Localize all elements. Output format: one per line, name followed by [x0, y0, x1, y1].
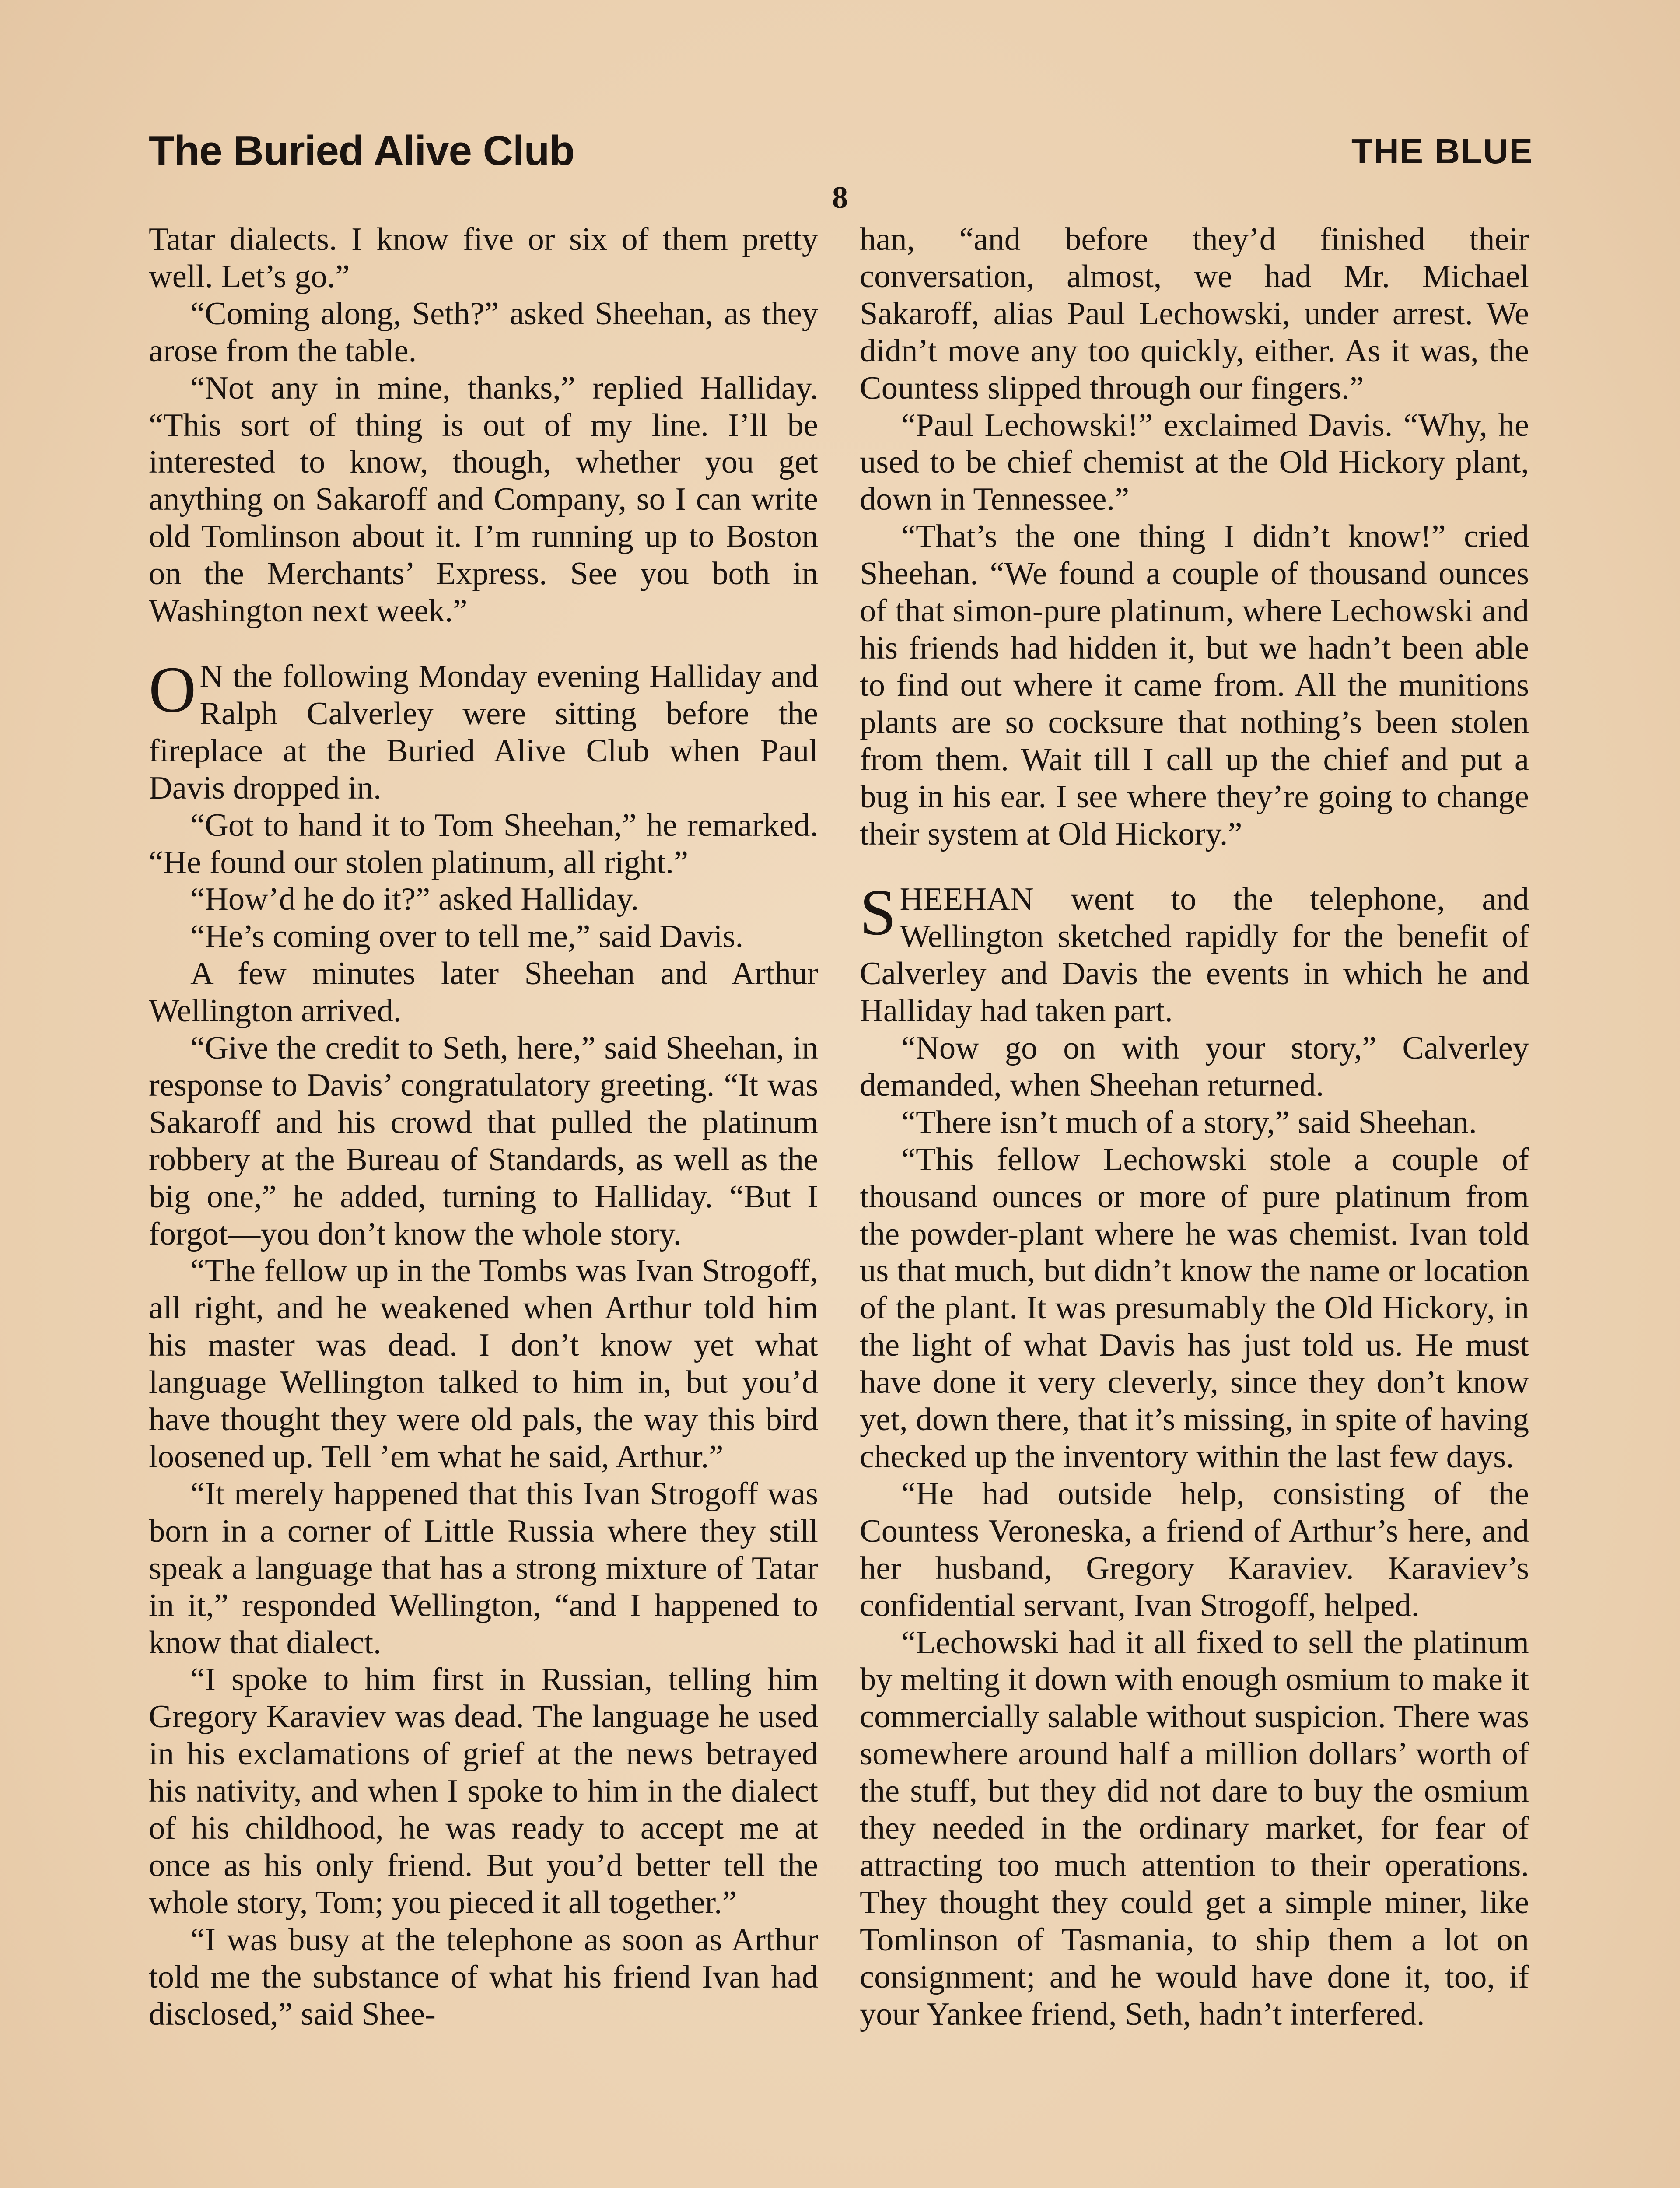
- paragraph: “Paul Lechowski!” exclaimed Davis. “Why, he used to be chief chemist at the Old Hickory plant, down in Tennessee.”: [860, 407, 1529, 518]
- paragraph: han, “and before they’d finished their conversation, almost, we had Mr. Michael Sakaroff, alias Paul Lechowski, under arrest. We didn’t move any too quickly, either. As it was, the Countess slipped through our fingers.”: [860, 221, 1529, 406]
- paragraph: A few minutes later Sheehan and Arthur Wellington arrived.: [149, 956, 818, 1029]
- paragraph: “I spoke to him first in Russian, telling him Gregory Karaviev was dead. The language he used in his exclamations of grief at the news betrayed his nativity, and when I spoke to him in the dialect of his childhood, he was ready to accept me at once as his only friend. But you’d better tell the whole story, Tom; you pieced it all together.”: [149, 1662, 818, 1921]
- magazine-title: THE BLUE: [1351, 132, 1533, 171]
- page-number: 8: [832, 180, 848, 215]
- story-title: The Buried Alive Club: [149, 127, 574, 174]
- paragraph: “That’s the one thing I didn’t know!” cried Sheehan. “We found a couple of thousand ounces of that simon-pure platinum, where Lechowski and his friends had hidden it, but we hadn’t been able to find out where it came from. All the munitions plants are so cocksure that nothing’s been stolen from them. Wait till I call up the chief and put a bug in his ear. I see where they’re going to change their system at Old Hickory.”: [860, 519, 1529, 852]
- paragraph: “Coming along, Seth?” asked Sheehan, as they arose from the table.: [149, 295, 818, 369]
- paragraph: Tatar dialects. I know five or six of them pretty well. Let’s go.”: [149, 221, 818, 295]
- drop-cap: S: [860, 876, 896, 949]
- section-lead-paragraph: [149, 653, 818, 807]
- paragraph: “It merely happened that this Ivan Strogoff was born in a corner of Little Russia where they still speak a language that has a strong mixture of Tatar in it,” responded Wellington, “and I happened to know that dialect.: [149, 1476, 818, 1661]
- paragraph: “The fellow up in the Tombs was Ivan Strogoff, all right, and he weakened when Arthur told him his master was dead. I don’t know yet what language Wellington talked to him in, but you’d have thought they were old pals, the way this bird loosened up. Tell ’em what he said, Arthur.”: [149, 1253, 818, 1475]
- paragraph: “I was busy at the telephone as soon as Arthur told me the substance of what his friend Ivan had disclosed,” said Shee-: [149, 1922, 818, 2032]
- section-lead-paragraph: [860, 876, 1529, 1030]
- paragraph: “Not any in mine, thanks,” replied Halliday. “This sort of thing is out of my line. I’ll be interested to know, though, whether you get anything on Sakaroff and Company, so I can write old Tomlinson about it. I’m running up to Boston on the Merchants’ Express. See you both in Washington next week.”: [149, 370, 818, 629]
- paragraph: “He’s coming over to tell me,” said Davis.: [190, 919, 744, 955]
- paragraph: “This fellow Lechowski stole a couple of thousand ounces or more of pure platinum from the powder-plant where he was chemist. Ivan told us that much, but didn’t know the name or location of the plant. It was presumably the Old Hickory, in the light of what Davis has just told us. He must have done it very cleverly, since they don’t know yet, down there, that it’s missing, in spite of having checked up the inventory within the last few days.: [860, 1141, 1529, 1475]
- paragraph: “How’d he do it?” asked Halliday.: [190, 881, 639, 918]
- paragraph: “Lechowski had it all fixed to sell the platinum by melting it down with enough osmium to make it commercially salable without suspicion. There was somewhere around half a million dollars’ worth of the stuff, but they did not dare to buy the osmium they needed in the ordinary market, for fear of attracting too much attention to their operations. They thought they could get a simple miner, like Tomlinson of Tasmania, to ship them a lot on consignment; and he would have done it, too, if your Yankee friend, Seth, hadn’t interfered.: [860, 1624, 1529, 2032]
- paragraph: “Now go on with your story,” Calverley demanded, when Sheehan returned.: [860, 1030, 1529, 1103]
- section-lead-text: N the following Monday evening Halliday and Ralph Calverley were sitting before the fireplace at the Buried Alive Club when Paul Davis dropped in.: [149, 658, 818, 806]
- paragraph: “He had outside help, consisting of the Countess Veroneska, a friend of Arthur’s here, and her husband, Gregory Karaviev. Karaviev’s confidential servant, Ivan Strogoff, helped.: [860, 1476, 1529, 1623]
- drop-cap: O: [149, 653, 196, 726]
- paragraph: “Got to hand it to Tom Sheehan,” he remarked. “He found our stolen platinum, all right.”: [149, 807, 818, 880]
- left-column: [149, 221, 818, 2033]
- section-lead-text: HEEHAN went to the telephone, and Wellington sketched rapidly for the benefit of Calverley and Davis the events in which he and Halliday had taken part.: [860, 881, 1529, 1029]
- right-column: [860, 221, 1529, 2033]
- paragraph: “Give the credit to Seth, here,” said Sheehan, in response to Davis’ congratulatory greeting. “It was Sakaroff and his crowd that pulled the platinum robbery at the Bureau of Standards, as well as the big one,” he added, turning to Halliday. “But I forgot—you don’t know the whole story.: [149, 1030, 818, 1252]
- paragraph: “There isn’t much of a story,” said Sheehan.: [901, 1104, 1477, 1140]
